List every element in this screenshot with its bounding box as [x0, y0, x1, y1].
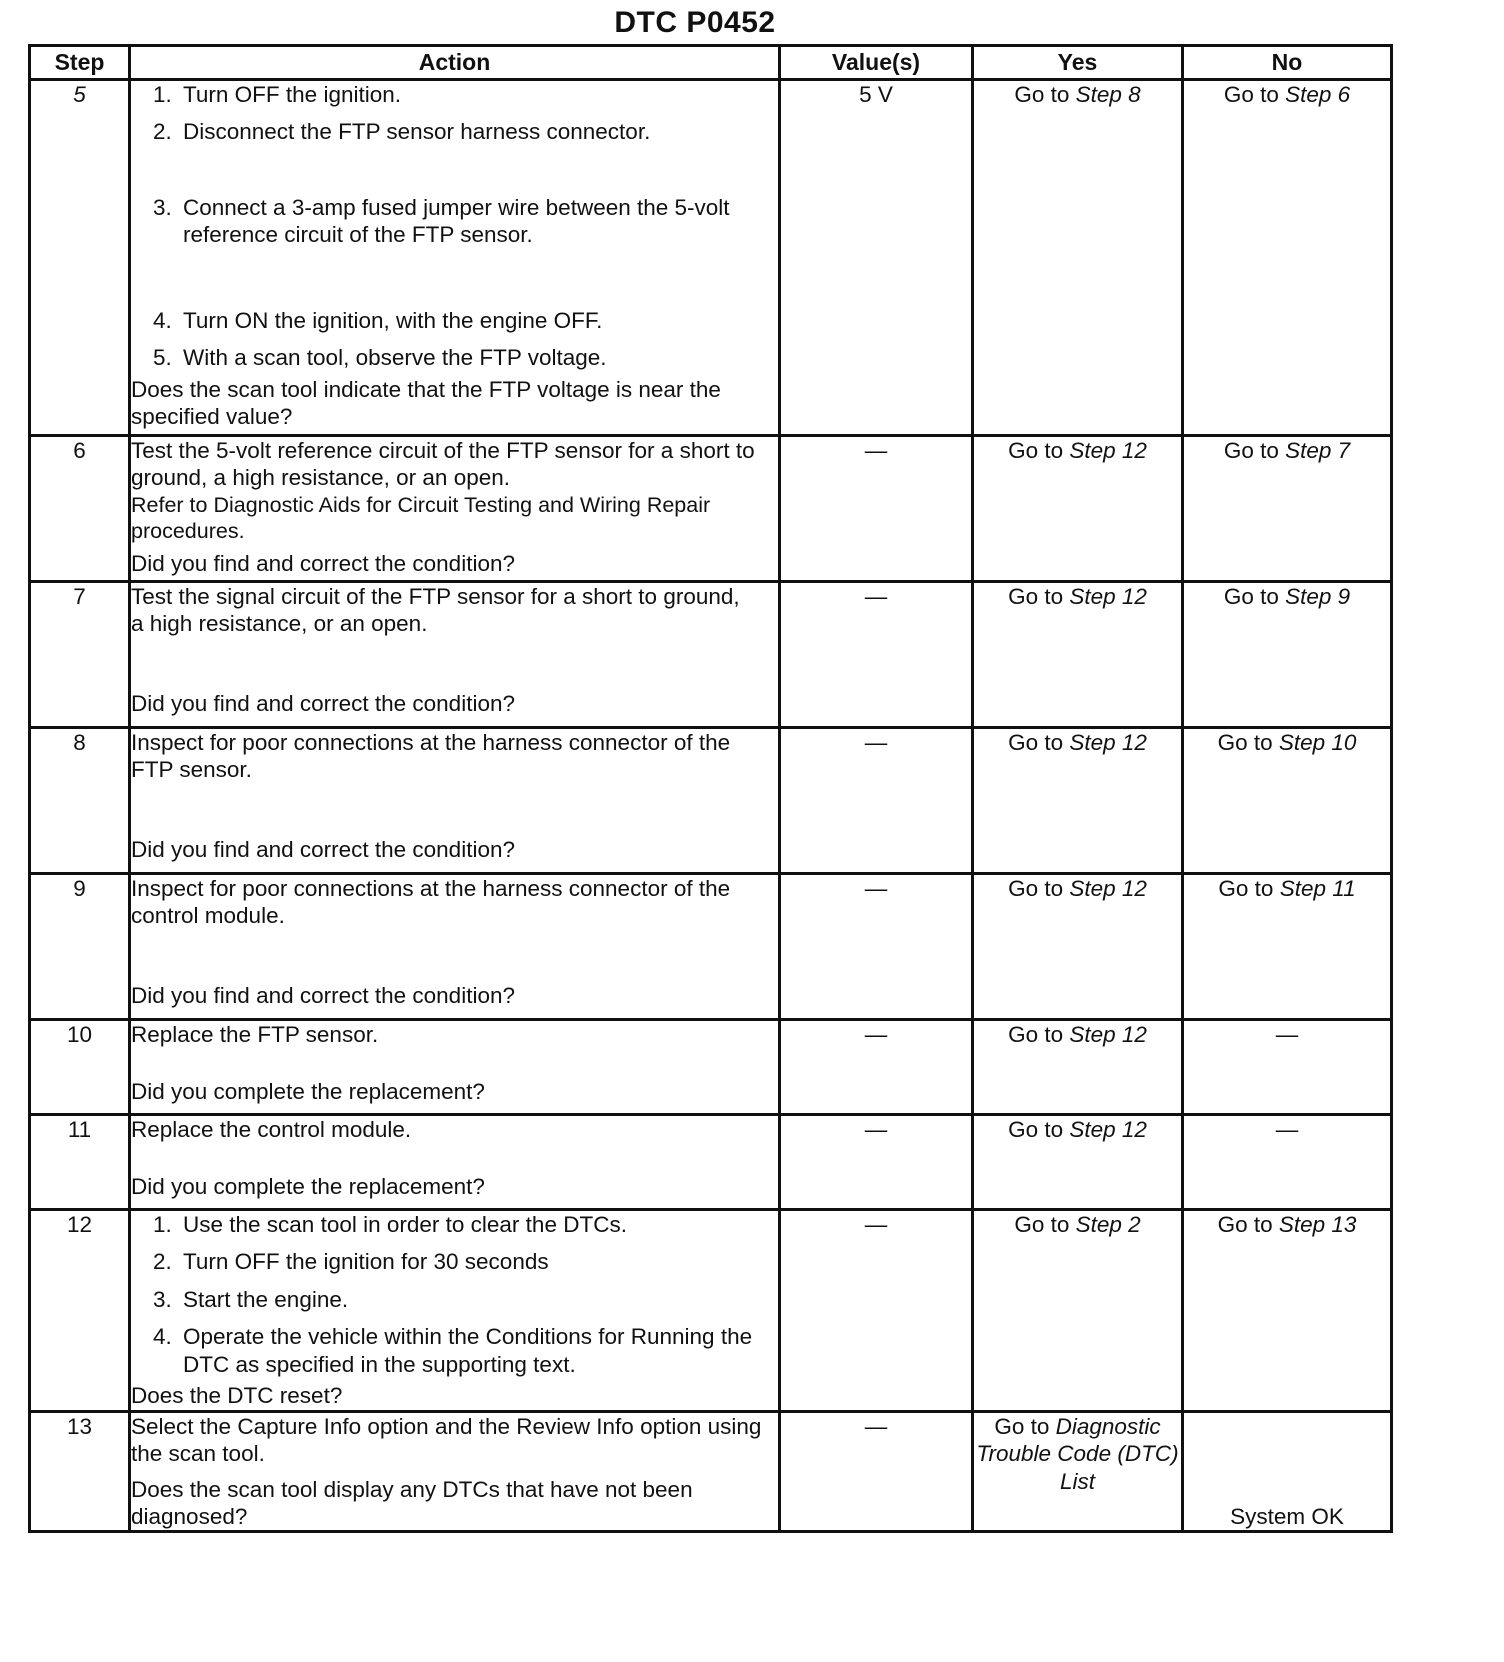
action-question: Did you find and correct the condition? — [131, 551, 515, 577]
yes-cell: Go to Step 12 — [973, 874, 1183, 1020]
table-row-step-12 — [30, 1210, 1392, 1412]
action-question: Does the scan tool display any DTCs that have not been diagnosed? — [131, 1476, 693, 1529]
table-row-step-10 — [30, 1020, 1392, 1115]
step-number: 9 — [30, 874, 130, 1020]
value-cell: — — [780, 728, 973, 874]
action-text: Test the signal circuit of the FTP sensor for a short to ground, a high resistance, or an open. — [131, 584, 740, 637]
step-number: 11 — [30, 1115, 130, 1210]
action-text: Test the 5-volt reference circuit of the FTP sensor for a short to ground, a high resistance, or an open. — [131, 438, 755, 491]
value-cell: — — [780, 436, 973, 582]
header-no: No — [1183, 46, 1392, 80]
step-number: 5 — [30, 80, 130, 436]
action-question: Does the scan tool indicate that the FTP voltage is near the specified value? — [131, 376, 721, 430]
no-cell: — — [1183, 1020, 1392, 1115]
value-cell: — — [780, 874, 973, 1020]
yes-dtc-list-link[interactable]: Diagnostic Trouble Code (DTC) List — [976, 1413, 1179, 1494]
action-reference: Refer to Diagnostic Aids for Circuit Testing and Wiring Repair procedures. — [131, 492, 711, 544]
action-cell — [130, 1115, 780, 1210]
header-values: Value(s) — [780, 46, 973, 80]
table-row-step-13 — [30, 1411, 1392, 1532]
no-cell: — — [1183, 1115, 1392, 1210]
action-question: Did you find and correct the condition? — [131, 836, 515, 862]
table-row-step-8 — [30, 728, 1392, 874]
yes-cell: Go to Step 8 — [973, 80, 1183, 436]
yes-step-link[interactable]: Step 12 — [1069, 1022, 1147, 1047]
action-cell — [130, 80, 780, 436]
yes-cell: Go to Step 12 — [973, 1020, 1183, 1115]
step-number: 7 — [30, 582, 130, 728]
step-number: 6 — [30, 436, 130, 582]
list-item: 2. Disconnect the FTP sensor harness connector. — [153, 119, 651, 145]
table-row-step-9 — [30, 874, 1392, 1020]
step-number: 10 — [30, 1020, 130, 1115]
no-cell: Go to Step 9 — [1183, 582, 1392, 728]
header-action: Action — [130, 46, 780, 80]
no-step-link[interactable]: Step 10 — [1278, 730, 1357, 755]
action-cell — [130, 1411, 780, 1532]
list-item: 5. With a scan tool, observe the FTP voltage. — [153, 345, 607, 371]
yes-step-link[interactable]: Step 2 — [1075, 1212, 1141, 1237]
action-cell — [130, 728, 780, 874]
yes-step-link[interactable]: Step 12 — [1069, 1117, 1147, 1142]
step-number: 12 — [30, 1210, 130, 1412]
yes-cell: Go to Step 12 — [973, 582, 1183, 728]
list-item: 2. Turn OFF the ignition for 30 seconds — [153, 1249, 549, 1275]
no-cell: Go to Step 6 — [1183, 80, 1392, 436]
action-question: Did you complete the replacement? — [131, 1174, 485, 1200]
document-title: DTC P0452 — [614, 6, 776, 39]
yes-step-link[interactable]: Step 12 — [1069, 584, 1147, 609]
header-yes: Yes — [973, 46, 1183, 80]
action-question: Did you find and correct the condition? — [131, 690, 515, 716]
no-cell: Go to Step 13 — [1183, 1210, 1392, 1412]
yes-step-link[interactable]: Step 8 — [1075, 82, 1141, 107]
list-item: 1. Turn OFF the ignition. — [153, 82, 402, 107]
no-step-link[interactable]: Step 13 — [1278, 1212, 1357, 1237]
action-question: Did you complete the replacement? — [131, 1079, 485, 1105]
table-row-step-6 — [30, 436, 1392, 582]
yes-cell: Go to Step 12 — [973, 728, 1183, 874]
no-cell: Go to Step 11 — [1183, 874, 1392, 1020]
no-step-link[interactable]: Step 11 — [1279, 876, 1356, 901]
yes-cell: Go to Step 12 — [973, 1115, 1183, 1210]
step-number: 8 — [30, 728, 130, 874]
no-step-link[interactable]: Step 6 — [1285, 82, 1351, 107]
value-cell: — — [780, 1115, 973, 1210]
value-cell: — — [780, 582, 973, 728]
list-item: 3. Start the engine. — [153, 1286, 349, 1312]
header-step: Step — [30, 46, 130, 80]
yes-step-link[interactable]: Step 12 — [1069, 876, 1147, 901]
step-number: 13 — [30, 1411, 130, 1532]
action-list — [131, 1211, 778, 1378]
action-cell — [130, 436, 780, 582]
action-text: Select the Capture Info option and the Review Info option using the scan tool. — [131, 1413, 762, 1467]
list-item: 1. Use the scan tool in order to clear the DTCs. — [153, 1212, 627, 1237]
action-cell — [130, 1020, 780, 1115]
action-cell — [130, 1210, 780, 1412]
yes-cell: Go to Step 12 — [973, 436, 1183, 582]
value-cell: 5 V — [780, 80, 973, 436]
action-text: Replace the control module. — [131, 1117, 412, 1142]
yes-cell: Go to Step 2 — [973, 1210, 1183, 1412]
value-cell: — — [780, 1020, 973, 1115]
value-cell: — — [780, 1411, 973, 1532]
no-cell: Go to Step 10 — [1183, 728, 1392, 874]
action-text: Inspect for poor connections at the harness connector of the control module. — [131, 876, 731, 929]
action-cell — [130, 582, 780, 728]
action-list — [131, 81, 778, 372]
action-text: Inspect for poor connections at the harness connector of the FTP sensor. — [131, 730, 731, 783]
value-cell: — — [780, 1210, 973, 1412]
action-text: Replace the FTP sensor. — [131, 1022, 379, 1047]
list-item: 4. Turn ON the ignition, with the engine OFF. — [153, 307, 603, 333]
action-cell — [130, 874, 780, 1020]
diagnostic-table — [28, 44, 1393, 1533]
table-row-step-7 — [30, 582, 1392, 728]
no-step-link[interactable]: Step 7 — [1285, 438, 1351, 463]
yes-step-link[interactable]: Step 12 — [1069, 438, 1147, 463]
yes-cell: Go to Diagnostic Trouble Code (DTC) List — [973, 1411, 1183, 1532]
list-item: 3. Connect a 3-amp fused jumper wire between the 5-volt reference circuit of the FTP sensor. — [153, 194, 730, 248]
table-row-step-11 — [30, 1115, 1392, 1210]
yes-step-link[interactable]: Step 12 — [1069, 730, 1147, 755]
table-header-row — [30, 46, 1392, 80]
no-cell: Go to Step 7 — [1183, 436, 1392, 582]
list-item: 4. Operate the vehicle within the Conditions for Running the DTC as specified in the supporting text. — [153, 1324, 753, 1377]
no-cell: System OK — [1183, 1411, 1392, 1532]
action-question: Did you find and correct the condition? — [131, 982, 515, 1008]
table-row-step-5 — [30, 80, 1392, 436]
action-question: Does the DTC reset? — [131, 1383, 343, 1409]
no-step-link[interactable]: Step 9 — [1285, 584, 1351, 609]
